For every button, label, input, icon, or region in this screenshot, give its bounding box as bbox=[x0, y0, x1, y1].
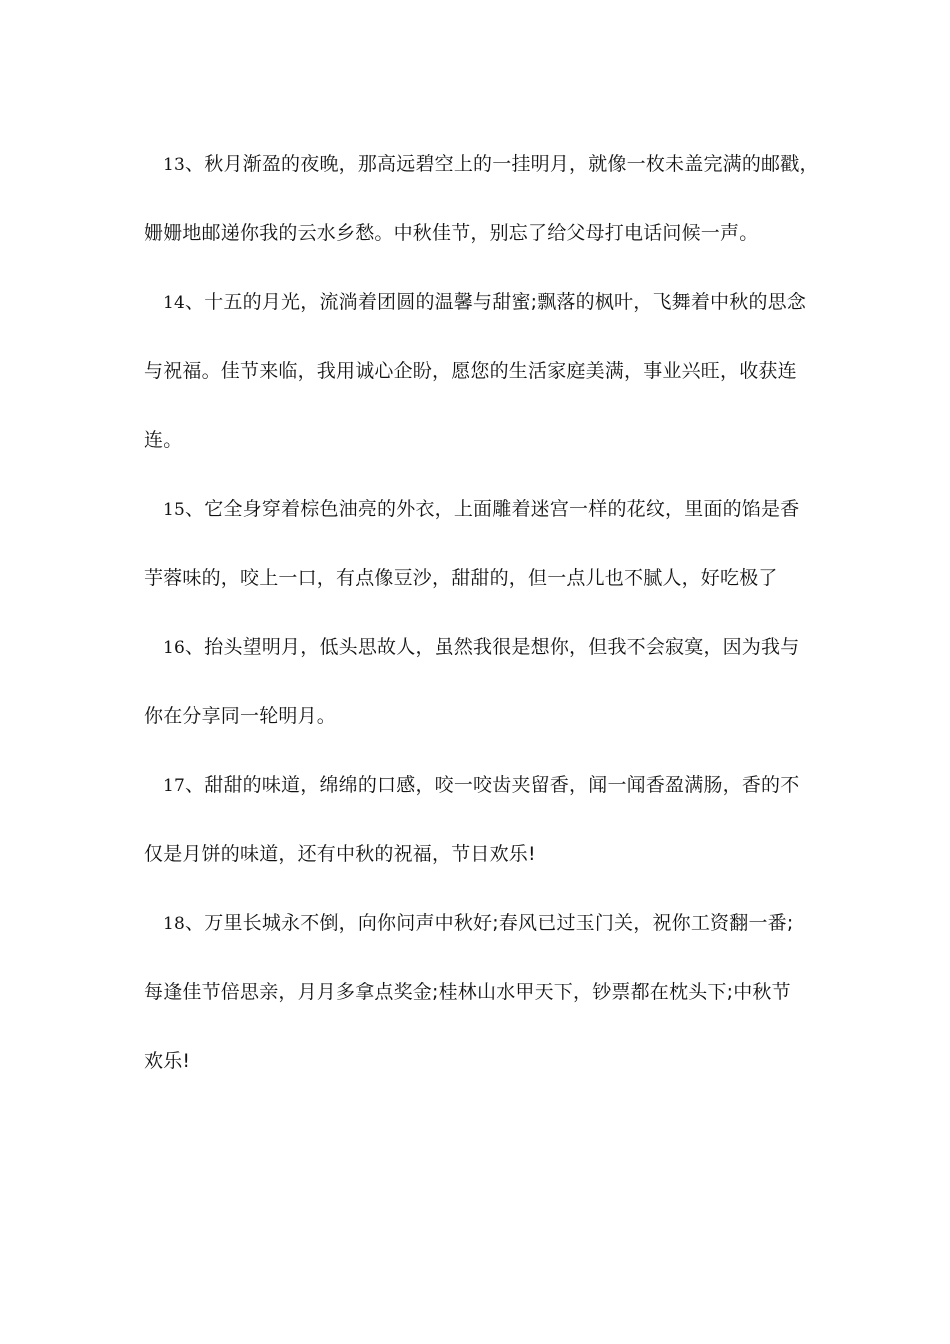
line-text: 仅是月饼的味道，还有中秋的祝福，节日欢乐! bbox=[144, 843, 536, 865]
item-number: 18 bbox=[163, 914, 186, 934]
paragraph-15-line-2 bbox=[144, 544, 806, 613]
item-number: 16 bbox=[163, 638, 186, 658]
paragraph-14-line-1 bbox=[144, 268, 806, 337]
paragraph-18-line-1 bbox=[144, 889, 806, 958]
line-text: 你在分享同一轮明月。 bbox=[144, 705, 337, 727]
paragraph-18-line-3 bbox=[144, 1027, 806, 1096]
line-text: 、它全身穿着棕色油亮的外衣，上面雕着迷宫一样的花纹，里面的馅是香 bbox=[185, 498, 800, 520]
line-text: 、甜甜的味道，绵绵的口感，咬一咬齿夹留香，闻一闻香盈满肠，香的不 bbox=[185, 774, 800, 796]
paragraph-16-line-2 bbox=[144, 682, 806, 751]
document-body bbox=[144, 130, 819, 1096]
paragraph-14-line-3 bbox=[144, 406, 806, 475]
line-text: 、秋月渐盈的夜晚，那高远碧空上的一挂明月，就像一枚未盖完满的邮戳， bbox=[185, 153, 819, 175]
line-text: 欢乐! bbox=[144, 1050, 191, 1072]
line-text: 、抬头望明月，低头思故人，虽然我很是想你，但我不会寂寞，因为我与 bbox=[185, 636, 800, 658]
paragraph-17-line-1 bbox=[144, 751, 806, 820]
paragraph-18-line-2 bbox=[144, 958, 806, 1027]
paragraph-13-line-2 bbox=[144, 199, 806, 268]
line-text: 芋蓉味的，咬上一口，有点像豆沙，甜甜的，但一点儿也不腻人，好吃极了 bbox=[144, 567, 778, 589]
line-text: 姗姗地邮递你我的云水乡愁。中秋佳节，别忘了给父母打电话问候一声。 bbox=[144, 222, 759, 244]
line-text: 、十五的月光，流淌着团圆的温馨与甜蜜;飘落的枫叶，飞舞着中秋的思念 bbox=[185, 291, 807, 313]
paragraph-13-line-1 bbox=[144, 130, 819, 199]
line-text: 连。 bbox=[144, 429, 183, 451]
paragraph-16-line-1 bbox=[144, 613, 806, 682]
item-number: 13 bbox=[163, 155, 186, 175]
paragraph-15-line-1 bbox=[144, 475, 806, 544]
line-text: 与祝福。佳节来临，我用诚心企盼，愿您的生活家庭美满，事业兴旺，收获连 bbox=[144, 360, 797, 382]
item-number: 15 bbox=[163, 500, 186, 520]
paragraph-17-line-2 bbox=[144, 820, 806, 889]
line-text: 每逢佳节倍思亲，月月多拿点奖金;桂林山水甲天下，钞票都在枕头下;中秋节 bbox=[144, 981, 791, 1003]
paragraph-14-line-2 bbox=[144, 337, 806, 406]
item-number: 14 bbox=[163, 293, 186, 313]
item-number: 17 bbox=[163, 776, 186, 796]
line-text: 、万里长城永不倒，向你问声中秋好;春风已过玉门关，祝你工资翻一番; bbox=[185, 912, 794, 934]
